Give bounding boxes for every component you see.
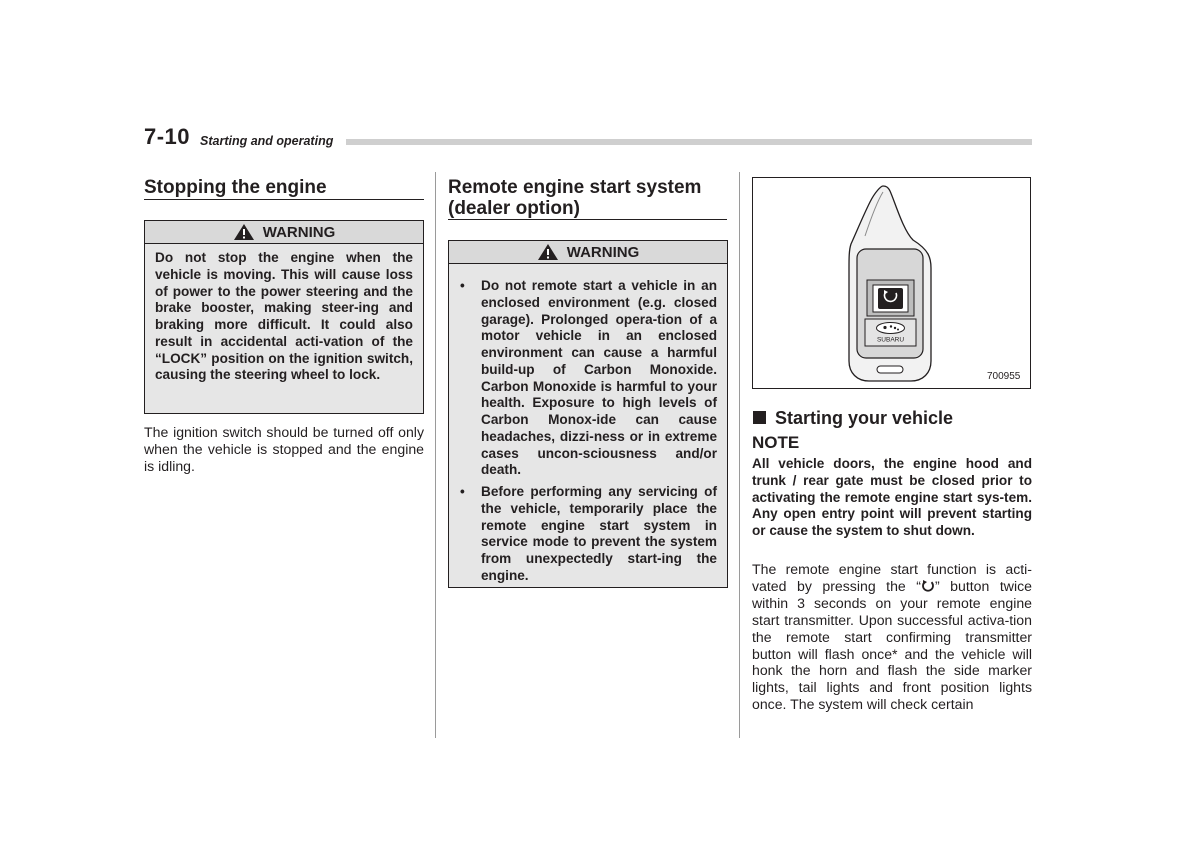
column-divider-right bbox=[739, 172, 740, 738]
warning-list-item bbox=[449, 484, 717, 585]
warning-triangle-icon bbox=[537, 243, 559, 261]
warning-header bbox=[449, 241, 727, 264]
remote-start-icon bbox=[921, 579, 935, 593]
warning-list-item bbox=[449, 278, 717, 479]
warning-title: WARNING bbox=[262, 223, 336, 241]
section-marker-icon bbox=[753, 411, 766, 424]
page-number: 7-10 bbox=[144, 124, 191, 149]
paragraph-text-start: The remote engine start function is acti-vated by pressing the “ bbox=[752, 561, 1032, 594]
header-rule bbox=[346, 139, 1032, 145]
warning-header bbox=[145, 221, 423, 244]
warning-triangle-icon bbox=[233, 223, 255, 241]
warning-list bbox=[449, 264, 727, 585]
heading-rule bbox=[448, 219, 727, 220]
stopping-engine-heading: Stopping the engine bbox=[144, 177, 327, 198]
warning-item-text: Before performing any servicing of the vehicle, temporarily place the remote engine start system in service mode to prevent the system from unexpectedly start-ing the engine. bbox=[481, 484, 717, 583]
figure-frame bbox=[752, 177, 1031, 389]
starting-vehicle-heading: Starting your vehicle bbox=[775, 408, 954, 428]
remote-start-heading-line1: Remote engine start system bbox=[448, 177, 702, 198]
figure-number: 700955 bbox=[987, 371, 1021, 382]
remote-start-heading-line2: (dealer option) bbox=[448, 198, 580, 219]
paragraph-text-end: ” button twice within 3 seconds on your remote engine start transmitter. Upon successful activa-tion the remote start confirming transmitter button will flash once* and the vehicle will honk the horn and flash the side marker lights, tail lights and front position lights once. The system will check certain bbox=[752, 577, 1032, 713]
heading-rule bbox=[144, 199, 424, 200]
warning-box-remote bbox=[448, 240, 728, 588]
warning-text: Do not stop the engine when the vehicle is moving. This will cause loss of power to the power steering and the brake booster, making steer-ing and braking more difficult. It could also result in accidental acti-vation of the “LOCK” position on the ignition switch, causing the steering wheel to lock. bbox=[155, 250, 413, 383]
bullet-icon: • bbox=[460, 484, 465, 499]
remote-transmitter-image bbox=[753, 178, 1030, 388]
note-title: NOTE bbox=[752, 433, 800, 452]
warning-title: WARNING bbox=[566, 243, 640, 261]
fob-brand-text: SUBARU bbox=[876, 336, 905, 344]
remote-start-paragraph bbox=[752, 561, 1032, 713]
ignition-paragraph: The ignition switch should be turned off only when the vehicle is stopped and the engine is idling. bbox=[144, 424, 424, 474]
note-text: All vehicle doors, the engine hood and trunk / rear gate must be closed prior to activating the remote engine start sys-tem. Any open entry point will prevent starting or cause the system to shut down. bbox=[752, 456, 1032, 538]
warning-item-text: Do not remote start a vehicle in an enclosed environment (e.g. closed garage). Prolonged opera-tion of a motor vehicle in an enclosed environment can cause a harmful build-up of Carbon Monoxide. Carbon Monoxide is harmful to your health. Exposure to high levels of Carbon Monox-ide can cause headaches, dizzi-ness or in extreme cases uncon-sciousness and/or death. bbox=[481, 278, 717, 478]
column-divider-left bbox=[435, 172, 436, 738]
bullet-icon: • bbox=[460, 278, 465, 293]
warning-box-stopping bbox=[144, 220, 424, 414]
section-name: Starting and operating bbox=[200, 134, 334, 148]
